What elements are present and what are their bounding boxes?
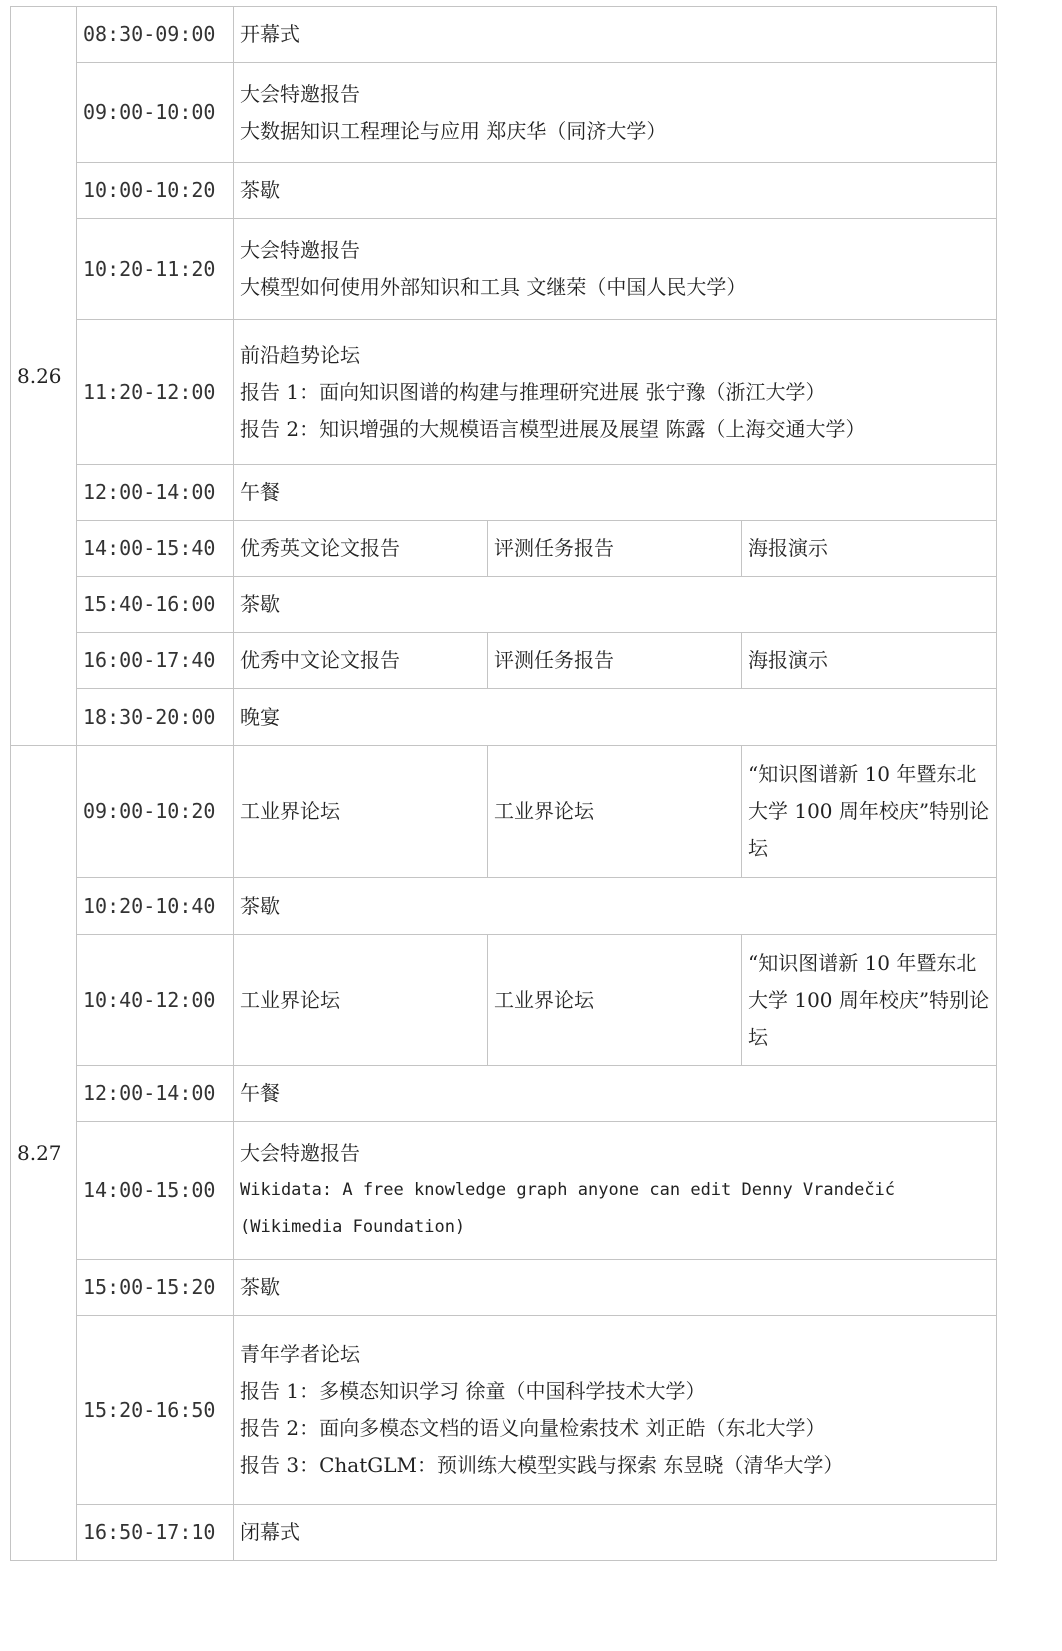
schedule-row bbox=[11, 577, 997, 633]
special-forum-cell bbox=[742, 746, 997, 878]
time-cell: 12:00-14:00 bbox=[77, 1066, 234, 1122]
schedule-row bbox=[11, 521, 997, 577]
schedule-row bbox=[11, 746, 997, 878]
session-line: 茶歇 bbox=[240, 1275, 280, 1299]
time-cell: 10:00-10:20 bbox=[77, 163, 234, 219]
session-line: 报告 2：面向多模态文档的语义向量检索技术 刘正皓（东北大学） bbox=[240, 1416, 826, 1440]
schedule-row bbox=[11, 935, 997, 1066]
schedule-row bbox=[11, 1260, 997, 1316]
time-cell: 09:00-10:20 bbox=[77, 746, 234, 878]
session-cell: 优秀中文论文报告 bbox=[234, 633, 488, 689]
time-cell: 15:40-16:00 bbox=[77, 577, 234, 633]
session-line: 晚宴 bbox=[240, 704, 280, 729]
session-line: 报告 3：ChatGLM：预训练大模型实践与探索 东昱晓（清华大学） bbox=[240, 1453, 844, 1477]
session-cell bbox=[234, 63, 997, 163]
schedule-row bbox=[11, 689, 997, 746]
session-cell bbox=[234, 689, 997, 746]
session-cell: 优秀英文论文报告 bbox=[234, 521, 488, 577]
schedule-row bbox=[11, 1316, 997, 1505]
session-cell bbox=[234, 1260, 997, 1316]
schedule-row bbox=[11, 878, 997, 935]
session-cell bbox=[234, 219, 997, 320]
session-cell bbox=[234, 1122, 997, 1260]
time-cell: 18:30-20:00 bbox=[77, 689, 234, 746]
session-cell: 评测任务报告 bbox=[488, 521, 742, 577]
session-line: 大模型如何使用外部知识和工具 文继荣（中国人民大学） bbox=[240, 275, 747, 299]
session-line: 大数据知识工程理论与应用 郑庆华（同济大学） bbox=[240, 118, 667, 143]
session-line: (Wikimedia Foundation) bbox=[240, 1217, 466, 1237]
schedule-row bbox=[11, 63, 997, 163]
session-line: 闭幕式 bbox=[240, 1520, 300, 1544]
schedule-row bbox=[11, 1066, 997, 1122]
session-line: 青年学者论坛 bbox=[240, 1342, 360, 1366]
day-date-cell: 8.26 bbox=[11, 7, 77, 746]
session-line: Wikidata: A free knowledge graph anyone can edit Denny Vrandečić bbox=[240, 1180, 896, 1200]
session-line: 茶歇 bbox=[240, 178, 280, 202]
schedule-row bbox=[11, 1122, 997, 1260]
session-line: 午餐 bbox=[240, 1081, 280, 1105]
schedule-table bbox=[10, 6, 997, 1561]
special-forum-cell bbox=[742, 935, 997, 1066]
schedule-row bbox=[11, 465, 997, 521]
schedule-row bbox=[11, 7, 997, 63]
schedule-row bbox=[11, 163, 997, 219]
session-cell: 工业界论坛 bbox=[488, 746, 742, 878]
session-line: 大会特邀报告 bbox=[240, 238, 360, 262]
session-cell: 工业界论坛 bbox=[234, 746, 488, 878]
session-cell bbox=[234, 1505, 997, 1561]
session-cell bbox=[234, 320, 997, 465]
session-cell: 评测任务报告 bbox=[488, 633, 742, 689]
time-cell: 14:00-15:00 bbox=[77, 1122, 234, 1260]
session-cell: 海报演示 bbox=[742, 633, 997, 689]
session-cell bbox=[234, 577, 997, 633]
session-cell bbox=[234, 878, 997, 935]
time-cell: 16:00-17:40 bbox=[77, 633, 234, 689]
session-line: “知识图谱新 10 年暨东北大学 100 周年校庆”特别论坛 bbox=[748, 950, 990, 1049]
session-cell bbox=[234, 163, 997, 219]
session-cell bbox=[234, 1316, 997, 1505]
session-line: 午餐 bbox=[240, 480, 280, 504]
time-cell: 15:20-16:50 bbox=[77, 1316, 234, 1505]
schedule-row bbox=[11, 633, 997, 689]
session-line: 茶歇 bbox=[240, 893, 280, 918]
session-cell: 工业界论坛 bbox=[488, 935, 742, 1066]
time-cell: 10:20-10:40 bbox=[77, 878, 234, 935]
session-cell bbox=[234, 7, 997, 63]
session-line: 大会特邀报告 bbox=[240, 81, 360, 106]
schedule-row bbox=[11, 1505, 997, 1561]
time-cell: 08:30-09:00 bbox=[77, 7, 234, 63]
session-cell: 海报演示 bbox=[742, 521, 997, 577]
session-line: “知识图谱新 10 年暨东北大学 100 周年校庆”特别论坛 bbox=[748, 762, 990, 860]
schedule-row bbox=[11, 219, 997, 320]
time-cell: 10:20-11:20 bbox=[77, 219, 234, 320]
session-cell: 工业界论坛 bbox=[234, 935, 488, 1066]
day-date-cell: 8.27 bbox=[11, 746, 77, 1561]
time-cell: 14:00-15:40 bbox=[77, 521, 234, 577]
time-cell: 09:00-10:00 bbox=[77, 63, 234, 163]
time-cell: 11:20-12:00 bbox=[77, 320, 234, 465]
session-line: 报告 1：面向知识图谱的构建与推理研究进展 张宁豫（浙江大学） bbox=[240, 379, 826, 404]
session-line: 开幕式 bbox=[240, 22, 300, 46]
schedule-row bbox=[11, 320, 997, 465]
time-cell: 12:00-14:00 bbox=[77, 465, 234, 521]
session-line: 报告 2：知识增强的大规模语言模型进展及展望 陈露（上海交通大学） bbox=[240, 416, 866, 441]
session-line: 前沿趋势论坛 bbox=[240, 342, 360, 367]
time-cell: 16:50-17:10 bbox=[77, 1505, 234, 1561]
time-cell: 10:40-12:00 bbox=[77, 935, 234, 1066]
session-line: 大会特邀报告 bbox=[240, 1141, 360, 1165]
session-line: 茶歇 bbox=[240, 592, 280, 616]
session-cell bbox=[234, 1066, 997, 1122]
time-cell: 15:00-15:20 bbox=[77, 1260, 234, 1316]
session-cell bbox=[234, 465, 997, 521]
session-line: 报告 1：多模态知识学习 徐童（中国科学技术大学） bbox=[240, 1379, 706, 1403]
